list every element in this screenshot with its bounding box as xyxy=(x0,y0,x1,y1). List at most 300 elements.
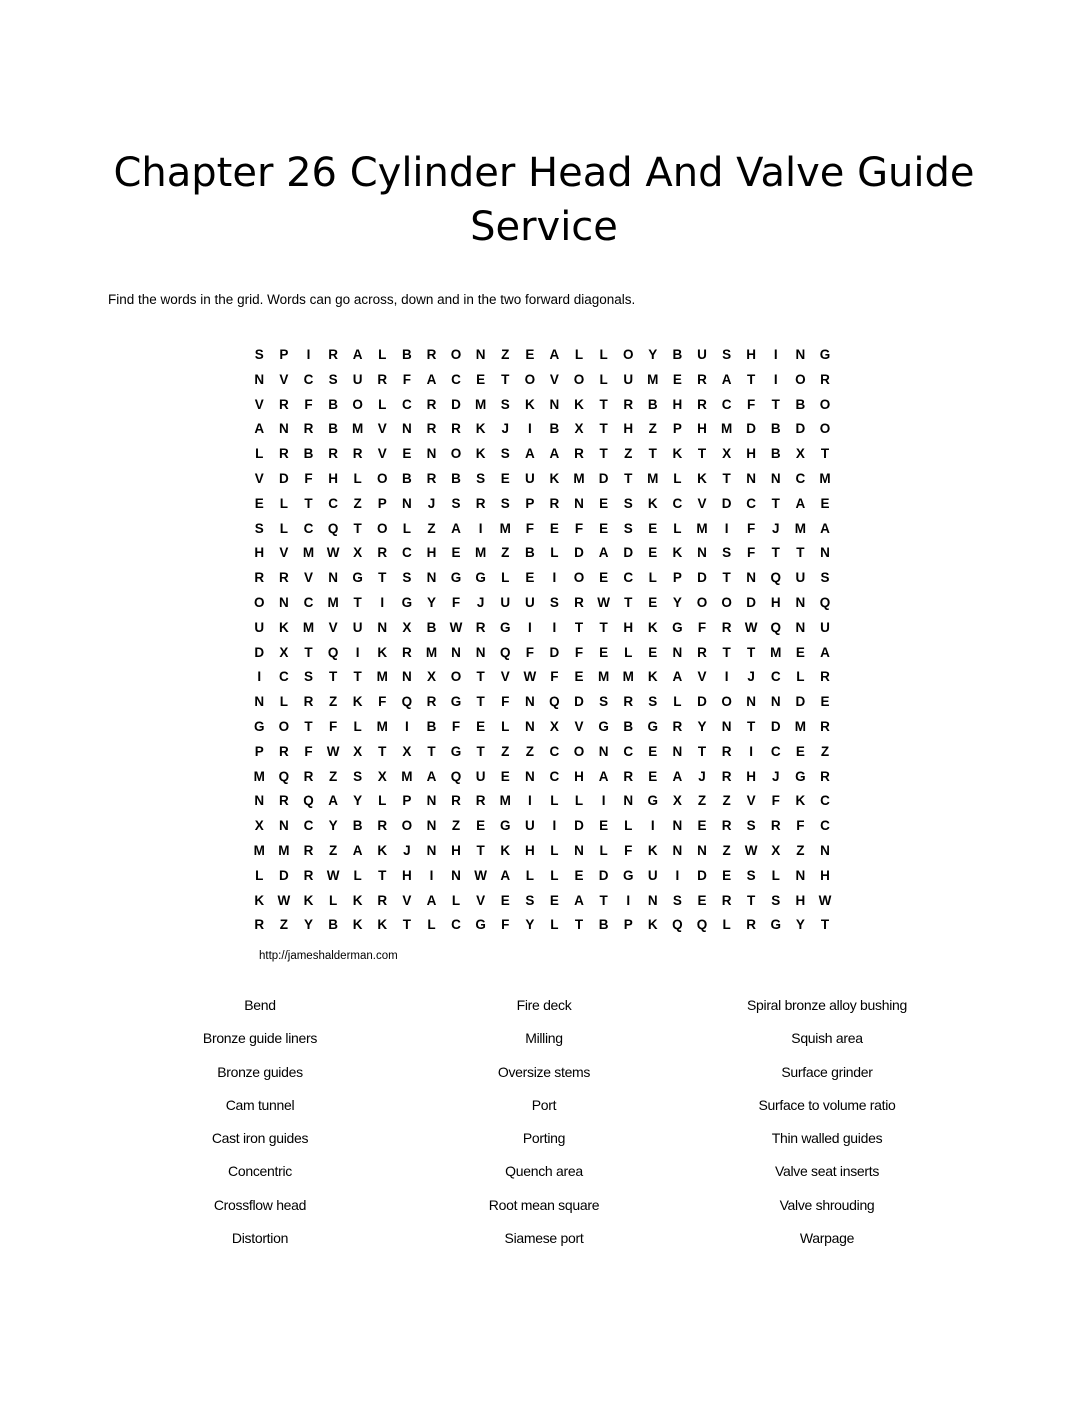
grid-letter: X xyxy=(353,743,363,759)
grid-letter: H xyxy=(746,347,757,362)
grid-letter: J xyxy=(772,520,780,536)
grid-letter: B xyxy=(426,619,437,635)
grid-letter: J xyxy=(403,842,411,858)
grid-letter: F xyxy=(501,917,510,933)
grid-letter: R xyxy=(377,818,388,834)
instructions: Find the words in the grid. Words can go across, down and in the two forward diagonals. xyxy=(108,292,636,307)
grid-letter: A xyxy=(598,545,609,561)
grid-letter: R xyxy=(279,793,289,809)
grid-letter: B xyxy=(549,421,560,437)
grid-letter: Q xyxy=(819,594,831,610)
grid-letter: U xyxy=(524,594,535,610)
grid-letter: G xyxy=(647,793,659,809)
grid-letter: R xyxy=(820,768,830,784)
grid-letter: J xyxy=(698,768,706,784)
grid-letter: G xyxy=(475,570,486,586)
grid-letter: Z xyxy=(328,694,338,710)
grid-letter: J xyxy=(501,421,509,437)
word-list-item: Spiral bronze alloy bushing xyxy=(746,997,907,1013)
grid-letter: K xyxy=(475,446,486,462)
grid-letter: E xyxy=(402,446,412,462)
grid-letter: C xyxy=(303,818,314,834)
word-list-item: Squish area xyxy=(791,1030,863,1047)
grid-letter: E xyxy=(648,743,658,759)
grid-letter: L xyxy=(648,570,657,586)
grid-letter: A xyxy=(672,669,683,685)
grid-letter: X xyxy=(426,669,436,685)
letter-grid xyxy=(247,343,837,938)
grid-letter: R xyxy=(303,867,314,883)
grid-letter: P xyxy=(623,917,633,933)
grid-letter: X xyxy=(771,842,781,858)
grid-letter: I xyxy=(552,570,557,586)
grid-letter: M xyxy=(647,470,659,486)
grid-letter: U xyxy=(697,347,707,362)
grid-letter: G xyxy=(475,917,486,933)
grid-letter: G xyxy=(795,768,806,784)
grid-letter: S xyxy=(771,892,781,908)
grid-letter: Q xyxy=(327,520,339,536)
grid-letter: L xyxy=(624,644,633,660)
grid-letter: N xyxy=(279,818,289,834)
grid-letter: O xyxy=(450,669,462,685)
grid-letter: E xyxy=(476,718,486,734)
grid-letter: W xyxy=(474,867,488,883)
grid-letter: G xyxy=(622,867,634,883)
grid-letter: R xyxy=(451,793,461,809)
grid-letter: C xyxy=(672,495,683,511)
grid-letter: D xyxy=(549,644,560,660)
grid-letter: B xyxy=(647,396,658,412)
grid-letter: O xyxy=(352,396,363,412)
grid-letter: L xyxy=(722,917,731,933)
grid-letter: N xyxy=(328,570,338,586)
grid-letter: R xyxy=(623,768,634,784)
grid-letter: K xyxy=(672,545,683,561)
grid-letter: T xyxy=(648,446,657,462)
grid-letter: B xyxy=(524,545,535,561)
grid-letter: L xyxy=(550,917,559,933)
grid-letter: V xyxy=(549,371,559,387)
word-list-item: Valve shrouding xyxy=(779,1196,875,1213)
grid-letter: A xyxy=(549,446,560,462)
grid-letter: M xyxy=(499,520,511,536)
word-list-item: Warpage xyxy=(799,1230,855,1247)
grid-letter: D xyxy=(279,867,289,883)
grid-letter: V xyxy=(697,669,707,685)
grid-letter: M xyxy=(647,371,659,387)
word-list-item: Fire deck xyxy=(516,997,572,1013)
grid-letter: Q xyxy=(549,694,560,710)
grid-letter: N xyxy=(524,694,535,710)
grid-letter: T xyxy=(353,520,362,536)
grid-letter: Z xyxy=(328,768,338,784)
grid-letter: T xyxy=(747,371,756,387)
grid-letter: Y xyxy=(648,347,658,362)
grid-letter: N xyxy=(451,867,461,883)
grid-letter: B xyxy=(623,718,634,734)
grid-letter: L xyxy=(451,892,461,908)
grid-letter: V xyxy=(476,892,486,908)
grid-letter: I xyxy=(626,892,631,908)
grid-letter: K xyxy=(524,396,535,412)
grid-letter: N xyxy=(524,768,535,784)
grid-letter: K xyxy=(795,793,806,809)
grid-letter: V xyxy=(697,495,707,511)
grid-letter: G xyxy=(450,694,462,710)
grid-letter: E xyxy=(820,694,830,710)
grid-letter: C xyxy=(623,743,634,759)
grid-letter: R xyxy=(820,718,830,734)
grid-letter: R xyxy=(697,644,707,660)
grid-letter: J xyxy=(427,495,436,511)
grid-letter: G xyxy=(352,570,363,586)
grid-letter: I xyxy=(404,718,409,734)
word-list-item: Quench area xyxy=(505,1163,583,1180)
grid-letter: T xyxy=(476,694,485,710)
grid-letter: L xyxy=(279,520,289,536)
grid-letter: N xyxy=(820,842,830,858)
grid-letter: B xyxy=(795,396,806,412)
grid-letter: C xyxy=(746,495,757,511)
grid-letter: B xyxy=(598,917,609,933)
grid-letter: S xyxy=(623,520,633,536)
grid-letter: N xyxy=(426,570,437,586)
grid-letter: F xyxy=(451,594,461,610)
grid-letter: T xyxy=(722,570,731,586)
word-list-item: Bend xyxy=(244,997,276,1013)
grid-letter: C xyxy=(451,371,461,387)
grid-letter: V xyxy=(254,396,264,412)
grid-letter: C xyxy=(820,793,830,809)
grid-letter: E xyxy=(648,520,658,536)
grid-letter: C xyxy=(451,917,461,933)
grid-letter: I xyxy=(773,347,778,362)
grid-letter: A xyxy=(426,371,437,387)
grid-letter: O xyxy=(377,520,388,536)
grid-letter: V xyxy=(328,619,338,635)
grid-letter: H xyxy=(574,768,584,784)
source-url: http://jameshalderman.com xyxy=(259,950,398,962)
grid-letter: R xyxy=(475,793,486,809)
grid-letter: P xyxy=(672,421,682,437)
grid-letter: W xyxy=(818,892,832,908)
grid-letter: G xyxy=(647,718,659,734)
grid-letter: E xyxy=(525,570,535,586)
grid-letter: N xyxy=(254,371,265,387)
grid-letter: N xyxy=(770,694,781,710)
grid-letter: E xyxy=(599,570,609,586)
grid-letter: C xyxy=(795,470,806,486)
grid-letter: K xyxy=(254,892,265,908)
grid-letter: E xyxy=(476,818,486,834)
grid-letter: M xyxy=(475,396,487,412)
grid-letter: H xyxy=(697,421,707,437)
word-list-item: Oversize stems xyxy=(497,1063,591,1080)
word-list-item: Root mean square xyxy=(488,1196,600,1213)
grid-letter: F xyxy=(747,396,756,412)
grid-letter: L xyxy=(279,694,289,710)
grid-letter: S xyxy=(254,347,264,362)
grid-letter: L xyxy=(378,347,387,362)
grid-letter: N xyxy=(697,842,707,858)
grid-letter: X xyxy=(574,421,584,437)
grid-letter: K xyxy=(647,842,658,858)
grid-letter: Z xyxy=(451,818,461,834)
grid-letter: E xyxy=(476,371,486,387)
grid-letter: N xyxy=(746,570,757,586)
grid-letter: P xyxy=(377,495,387,511)
grid-letter: O xyxy=(721,694,732,710)
grid-letter: N xyxy=(401,669,412,685)
grid-letter: N xyxy=(279,594,289,610)
grid-letter: T xyxy=(328,669,338,685)
grid-letter: R xyxy=(721,768,732,784)
grid-letter: N xyxy=(746,694,757,710)
grid-letter: T xyxy=(353,669,362,685)
grid-letter: Z xyxy=(722,842,731,858)
grid-letter: T xyxy=(378,570,387,586)
grid-letter: K xyxy=(672,446,683,462)
grid-letter: L xyxy=(255,867,264,883)
grid-letter: I xyxy=(527,793,532,809)
grid-letter: D xyxy=(598,470,609,486)
grid-letter: B xyxy=(401,470,412,486)
grid-letter: L xyxy=(673,694,682,710)
grid-letter: C xyxy=(770,743,781,759)
grid-letter: L xyxy=(402,520,411,536)
grid-letter: K xyxy=(377,842,388,858)
grid-letter: A xyxy=(426,768,437,784)
grid-letter: Z xyxy=(697,793,707,809)
grid-letter: B xyxy=(770,446,781,462)
grid-letter: N xyxy=(451,644,461,660)
grid-letter: U xyxy=(254,619,265,635)
grid-letter: R xyxy=(279,396,289,412)
grid-letter: E xyxy=(697,892,707,908)
grid-letter: L xyxy=(599,842,608,858)
grid-letter: A xyxy=(328,793,338,809)
word-list-column-2 xyxy=(384,995,704,1261)
grid-letter: R xyxy=(377,545,388,561)
grid-letter: P xyxy=(254,743,264,759)
grid-letter: A xyxy=(500,867,511,883)
grid-letter: M xyxy=(499,793,511,809)
grid-letter: T xyxy=(402,917,411,933)
grid-letter: N xyxy=(795,619,806,635)
grid-letter: R xyxy=(426,694,437,710)
grid-letter: H xyxy=(746,768,757,784)
grid-letter: T xyxy=(476,669,485,685)
grid-letter: G xyxy=(598,718,609,734)
grid-letter: W xyxy=(744,842,758,858)
grid-letter: S xyxy=(549,594,559,610)
grid-letter: S xyxy=(500,446,510,462)
grid-letter: I xyxy=(552,818,557,834)
grid-letter: S xyxy=(402,570,412,586)
grid-letter: N xyxy=(672,644,683,660)
grid-letter: R xyxy=(746,917,757,933)
grid-letter: G xyxy=(499,818,511,834)
grid-letter: A xyxy=(352,347,363,362)
grid-letter: L xyxy=(378,793,387,809)
grid-letter: T xyxy=(501,371,510,387)
word-list-item: Surface grinder xyxy=(781,1063,873,1080)
grid-letter: R xyxy=(475,619,486,635)
grid-letter: D xyxy=(697,570,707,586)
grid-letter: R xyxy=(721,619,732,635)
grid-letter: T xyxy=(378,743,387,759)
word-list-item: Surface to volume ratio xyxy=(758,1096,896,1113)
grid-letter: E xyxy=(599,520,609,536)
grid-letter: F xyxy=(501,694,510,710)
grid-letter: P xyxy=(279,347,289,362)
grid-letter: F xyxy=(550,669,559,685)
grid-letter: D xyxy=(451,396,461,412)
grid-letter: K xyxy=(647,917,658,933)
grid-letter: R xyxy=(401,644,412,660)
grid-letter: V xyxy=(279,371,289,387)
grid-letter: M xyxy=(302,619,315,635)
grid-letter: Z xyxy=(353,495,362,511)
grid-letter: N xyxy=(574,495,584,511)
grid-letter: R xyxy=(279,570,289,586)
word-list-item: Concentric xyxy=(228,1163,292,1180)
grid-letter: Y xyxy=(426,594,436,610)
grid-letter: N xyxy=(672,842,683,858)
grid-letter: C xyxy=(820,818,830,834)
grid-letter: W xyxy=(326,867,340,883)
grid-letter: I xyxy=(306,347,311,362)
grid-letter: D xyxy=(746,594,757,610)
grid-letter: T xyxy=(599,619,608,635)
word-list-column-1 xyxy=(100,995,420,1261)
grid-letter: R xyxy=(820,371,830,387)
grid-letter: I xyxy=(724,520,729,536)
grid-letter: M xyxy=(794,718,806,734)
grid-letter: F xyxy=(304,396,313,412)
grid-letter: D xyxy=(598,867,609,883)
grid-letter: D xyxy=(721,495,732,511)
grid-letter: T xyxy=(476,743,485,759)
grid-letter: L xyxy=(550,545,559,561)
grid-letter: A xyxy=(524,446,535,462)
grid-letter: R xyxy=(574,446,584,462)
grid-letter: Q xyxy=(327,644,339,660)
grid-letter: R xyxy=(672,718,683,734)
grid-letter: E xyxy=(500,768,510,784)
grid-letter: X xyxy=(402,619,412,635)
grid-letter: C xyxy=(303,371,314,387)
grid-letter: Y xyxy=(328,818,338,834)
grid-letter: R xyxy=(623,694,634,710)
grid-letter: M xyxy=(376,718,388,734)
grid-letter: E xyxy=(795,644,805,660)
grid-letter: O xyxy=(450,446,462,462)
grid-letter: B xyxy=(328,421,338,437)
grid-letter: M xyxy=(573,470,585,486)
grid-letter: Z xyxy=(501,545,510,561)
grid-letter: C xyxy=(303,594,314,610)
grid-letter: A xyxy=(254,421,265,437)
grid-letter: E xyxy=(672,371,682,387)
grid-letter: I xyxy=(380,594,385,610)
grid-letter: S xyxy=(476,470,486,486)
grid-letter: T xyxy=(304,644,313,660)
grid-letter: N xyxy=(401,495,412,511)
grid-letter: N xyxy=(401,421,412,437)
grid-letter: S xyxy=(525,892,535,908)
grid-letter: H xyxy=(746,446,757,462)
grid-letter: Q xyxy=(303,793,314,809)
grid-letter: R xyxy=(549,495,560,511)
grid-letter: T xyxy=(771,545,780,561)
grid-letter: X xyxy=(353,545,363,561)
grid-letter: S xyxy=(451,495,461,511)
grid-letter: W xyxy=(523,669,537,685)
grid-letter: N xyxy=(254,694,265,710)
grid-letter: E xyxy=(574,867,584,883)
grid-letter: T xyxy=(427,743,436,759)
grid-letter: H xyxy=(820,867,830,883)
grid-letter: B xyxy=(328,396,338,412)
grid-letter: Z xyxy=(722,793,731,809)
grid-letter: K xyxy=(647,669,658,685)
grid-letter: A xyxy=(352,842,363,858)
grid-letter: F xyxy=(304,743,313,759)
grid-letter: U xyxy=(524,470,535,486)
grid-letter: D xyxy=(795,694,806,710)
grid-letter: H xyxy=(623,619,634,635)
grid-letter: I xyxy=(355,644,360,660)
grid-letter: V xyxy=(377,421,387,437)
grid-letter: J xyxy=(747,669,755,685)
grid-letter: N xyxy=(770,470,781,486)
grid-letter: T xyxy=(574,619,584,635)
grid-letter: Z xyxy=(427,520,436,536)
grid-letter: K xyxy=(279,619,289,635)
grid-letter: R xyxy=(254,570,265,586)
grid-letter: G xyxy=(401,594,413,610)
grid-letter: S xyxy=(328,371,338,387)
grid-letter: T xyxy=(304,718,313,734)
grid-letter: L xyxy=(673,470,682,486)
grid-letter: H xyxy=(524,842,535,858)
grid-letter: K xyxy=(377,644,388,660)
grid-letter: R xyxy=(697,396,707,412)
grid-letter: O xyxy=(278,718,290,734)
grid-letter: E xyxy=(549,520,559,536)
grid-letter: K xyxy=(500,842,511,858)
grid-letter: B xyxy=(770,421,781,437)
grid-letter: E xyxy=(254,495,264,511)
grid-letter: D xyxy=(574,818,584,834)
grid-letter: N xyxy=(254,793,265,809)
grid-letter: G xyxy=(254,718,265,734)
grid-letter: H xyxy=(623,421,634,437)
grid-letter: N xyxy=(795,867,806,883)
grid-letter: Q xyxy=(278,768,290,784)
grid-letter: E xyxy=(525,347,535,362)
grid-letter: Y xyxy=(525,917,535,933)
grid-letter: S xyxy=(746,818,756,834)
grid-letter: T xyxy=(747,718,756,734)
grid-letter: V xyxy=(254,470,264,486)
grid-letter: G xyxy=(672,619,683,635)
grid-letter: E xyxy=(648,594,658,610)
grid-letter: C xyxy=(401,545,412,561)
grid-letter: K xyxy=(475,421,486,437)
